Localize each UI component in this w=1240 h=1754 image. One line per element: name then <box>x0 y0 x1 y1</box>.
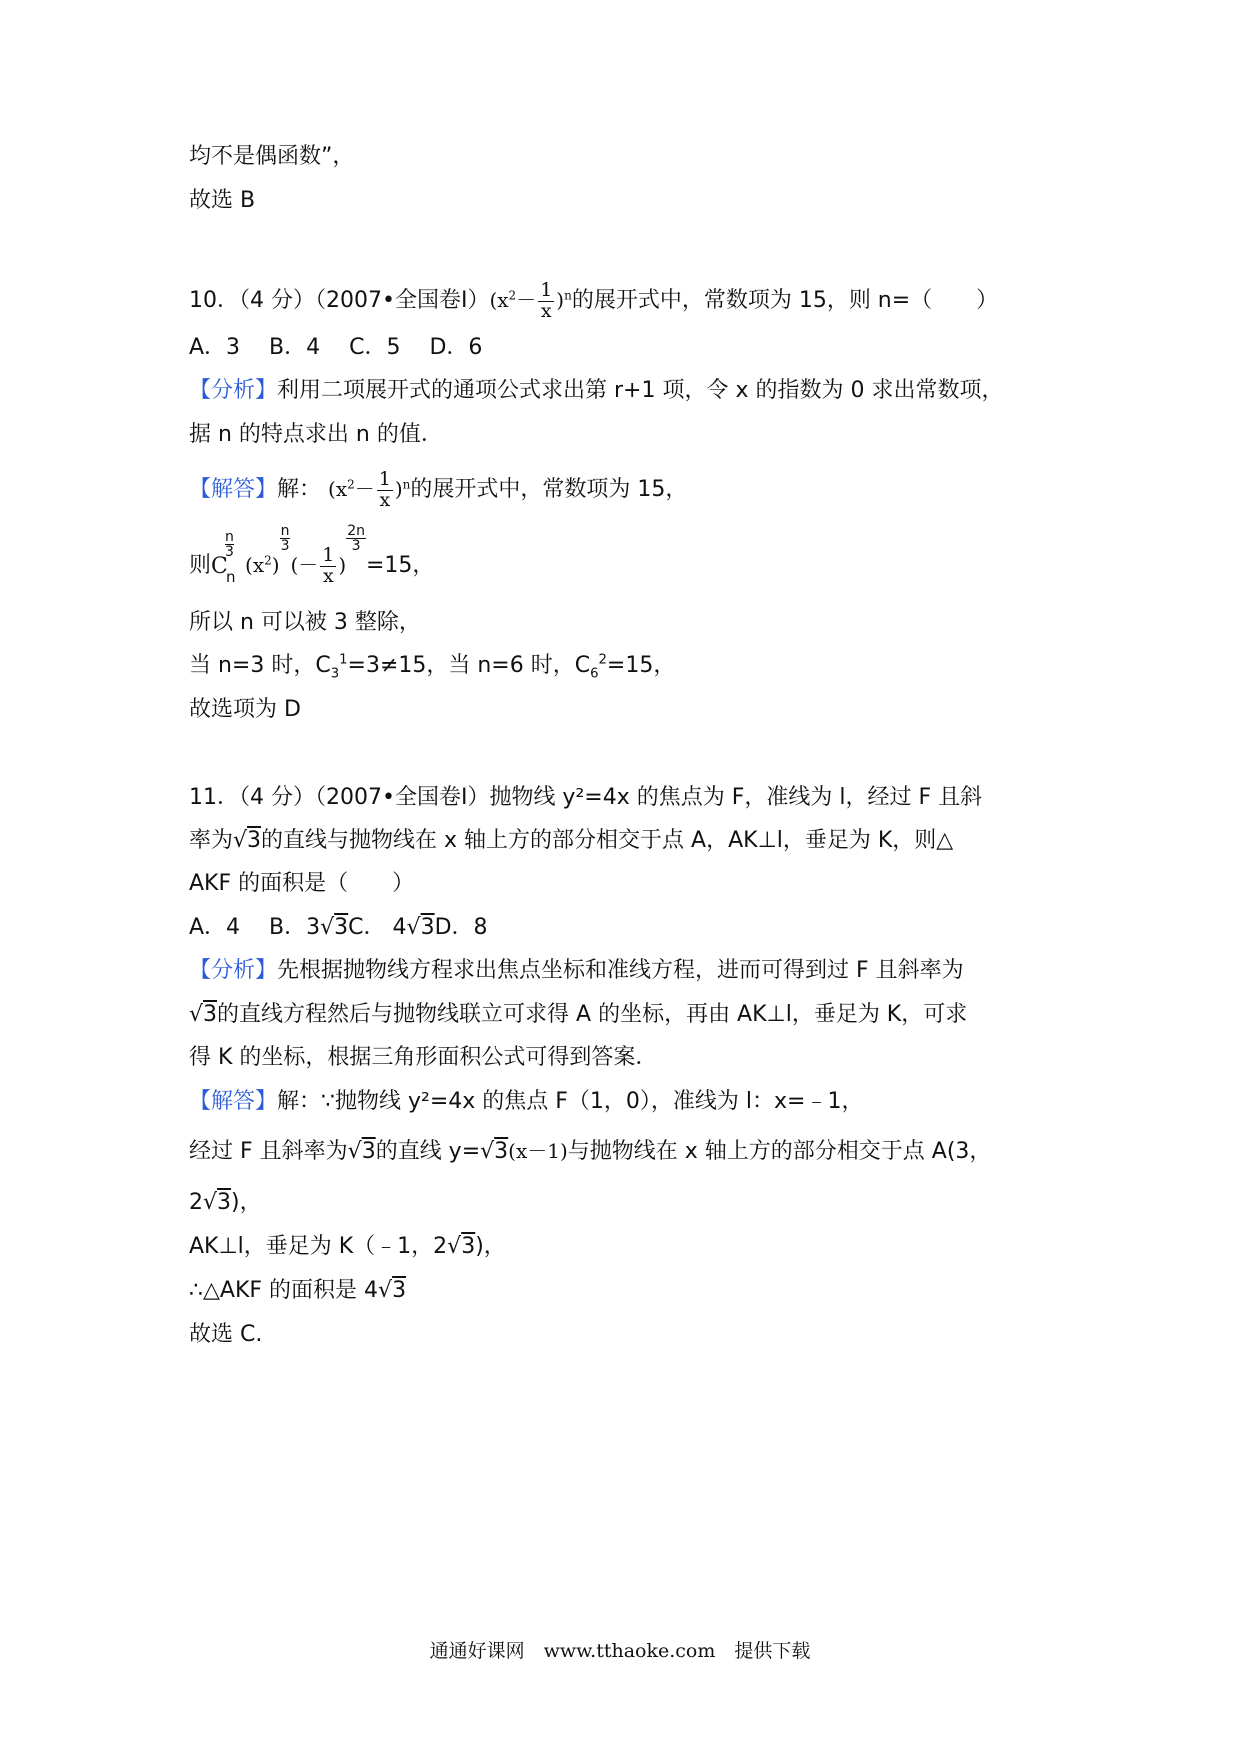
fraction-1-over-x: $\frac{1}{x}$ <box>540 279 553 322</box>
q11-stem-2: 率为√3的直线与抛物线在 x 轴上方的部分相交于点 A，AK⊥l，垂足为 K，则△ <box>189 828 954 853</box>
q11-analysis-cont-2: 得 K 的坐标，根据三角形面积公式可得到答案． <box>189 1045 658 1070</box>
answer-tag: 【解答】 <box>189 1089 278 1114</box>
q11-answer-line4: AK⊥l，垂足为 K（﹣1，2√3)， <box>189 1234 506 1259</box>
q11-stem-3: AKF 的面积是（ ） <box>189 871 415 896</box>
q10-number: 10．（4 分）（2007•全国卷Ⅰ） <box>189 287 490 313</box>
prev-choice: 故选 B <box>189 188 256 213</box>
q10-analysis-cont: 据 n 的特点求出 n 的值． <box>189 422 443 447</box>
q11-conclusion: 故选 C. <box>189 1322 263 1347</box>
q11-answer-line2: 经过 F 且斜率为√3的直线 y=√3(x－1)与抛物线在 x 轴上方的部分相交于点 A(3， <box>189 1139 992 1164</box>
q10-analysis: 【分析】利用二项展开式的通项公式求出第 r+1 项，令 x 的指数为 0 求出常数项， <box>189 378 1004 403</box>
q11-answer-line3: 2√3)， <box>189 1190 262 1215</box>
q10-answer: 【解答】解： ($x^2-$ $\frac{1}{x}$ )$^n$的展开式中，常数项为 15， <box>189 468 688 511</box>
analysis-tag: 【分析】 <box>189 378 278 403</box>
q11-options: A．4 B．3√3C． 4√3D．8 <box>189 915 488 940</box>
q11-answer-line5: ∴△AKF 的面积是 4√3 <box>189 1278 407 1303</box>
q10-options: A．3 B．4 C．5 D．6 <box>189 335 483 360</box>
sqrt-3: √3 <box>233 828 262 853</box>
q10-general-term: 则 C n 3 n $(x^2)$ $\frac{n}{3}$ (－ $\frac{1}{x}$ ) $\frac{2n}{3}$ =15， <box>189 523 435 587</box>
q11-answer: 【解答】解：∵抛物线 y²=4x 的焦点 F（1，0），准线为 l：x=﹣1， <box>189 1089 864 1114</box>
answer-tag: 【解答】 <box>189 476 278 502</box>
q11-stem: 11．（4 分）（2007•全国卷Ⅰ）抛物线 y²=4x 的焦点为 F，准线为 l，经过 F 且斜 <box>189 785 983 810</box>
q10-conclusion: 故选项为 D <box>189 697 301 722</box>
prev-conclusion: 均不是偶函数”， <box>189 144 355 169</box>
binomial-coefficient: C n 3 n <box>211 529 236 586</box>
q10-answer-expression: ($x^2-$ $\frac{1}{x}$ )$^n$ <box>328 468 411 511</box>
q11-analysis: 【分析】先根据抛物线方程求出焦点坐标和准线方程，进而可得到过 F 且斜率为 <box>189 958 964 983</box>
q10-step2: 所以 n 可以被 3 整除， <box>189 610 421 635</box>
q10-stem-rest: 的展开式中，常数项为 15，则 n=（ ） <box>571 287 999 313</box>
q10-expression: ($x^2-$ $\frac{1}{x}$ )$^n$ <box>489 279 572 322</box>
q10-step3: 当 n=3 时，$C_3^1=3\ne 15$，当 n=6 时，$C_6^2=15$， <box>189 652 676 682</box>
page-footer: 通通好课网 www.tthaoke.com 提供下载 <box>429 1640 811 1662</box>
analysis-tag: 【分析】 <box>189 958 278 983</box>
q11-analysis-cont: √3的直线方程然后与抛物线联立可求得 A 的坐标，再由 AK⊥l，垂足为 K，可求 <box>189 1002 968 1027</box>
q10-stem <box>189 281 998 322</box>
